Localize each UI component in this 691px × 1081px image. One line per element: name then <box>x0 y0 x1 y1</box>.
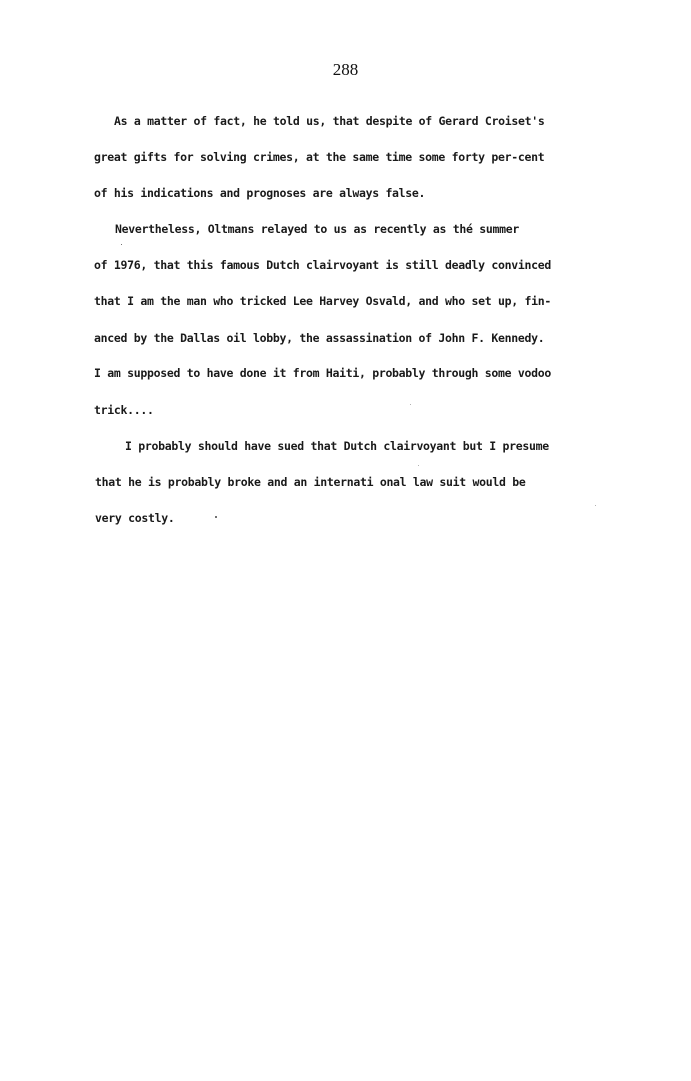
text-line: that he is probably broke and an internati onal law suit would be <box>95 475 526 489</box>
text-line: great gifts for solving crimes, at the same time some forty per-cent <box>94 150 545 164</box>
scan-speck <box>410 404 411 405</box>
text-line: As a matter of fact, he told us, that despite of Gerard Croiset's <box>114 114 545 128</box>
text-line: I probably should have sued that Dutch clairvoyant but I presume <box>125 439 549 453</box>
text-line: I am supposed to have done it from Haiti, probably through some vodoo <box>94 366 552 380</box>
text-line: of his indications and prognoses are always false. <box>94 186 426 200</box>
scan-speck <box>418 465 419 466</box>
scan-speck <box>595 505 596 506</box>
page-number: 288 <box>332 60 359 79</box>
scan-speck <box>215 516 217 518</box>
text-line: Nevertheless, Oltmans relayed to us as recently as thé summer <box>115 222 520 236</box>
text-line: that I am the man who tricked Lee Harvey Osvald, and who set up, fin- <box>94 294 552 308</box>
text-line: trick.... <box>94 403 154 417</box>
text-line: of 1976, that this famous Dutch clairvoyant is still deadly convinced <box>94 258 552 272</box>
text-line: anced by the Dallas oil lobby, the assassination of John F. Kennedy. <box>94 331 545 345</box>
text-line: very costly. <box>95 511 175 525</box>
scan-speck <box>121 244 122 245</box>
